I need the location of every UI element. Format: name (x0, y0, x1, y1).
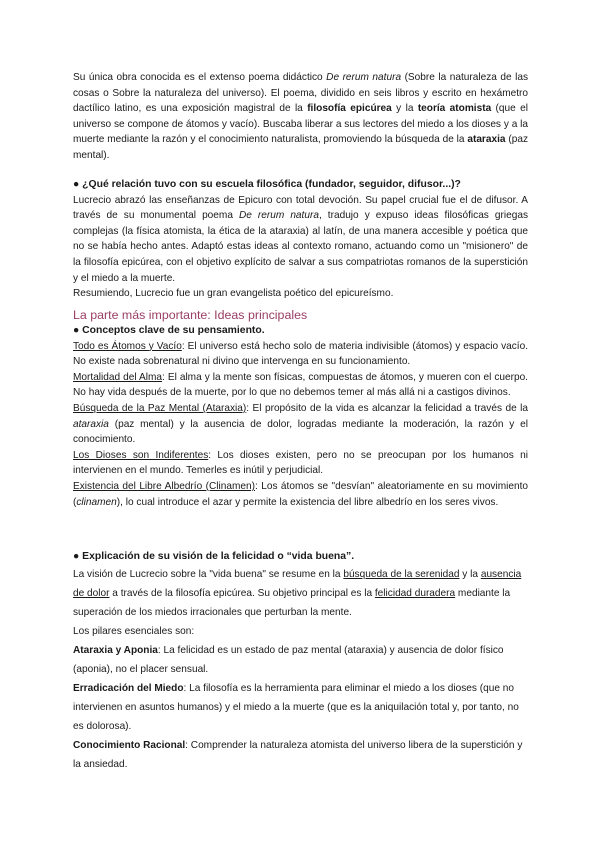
intro-text: (paz mental). (73, 134, 528, 161)
bold-term: filosofía epicúrea (307, 103, 392, 115)
pillar-label: Erradicación del Miedo (73, 682, 184, 694)
ideas-section (73, 307, 528, 510)
concept-item (73, 339, 528, 370)
intro-paragraph (73, 70, 528, 164)
concept-label: Los Dioses son Indiferentes (73, 449, 209, 461)
happiness-paragraph (73, 565, 528, 622)
bold-term: teoría atomista (417, 103, 492, 115)
concept-item (73, 479, 528, 510)
concept-text: : El alma y la mente son físicas, compuestas de átomos, y mueren con el cuerpo. No hay vida después de la muerte, por lo que no debemos temer al más allá ni a castigos divinos. (73, 371, 528, 399)
concept-label: Existencia del Libre Albedrío (Clinamen) (73, 480, 255, 492)
concept-text: : Los dioses existen, pero no se preocupan por los humanos ni intervienen en el mundo. Temerles es inútil y perjudicial. (73, 449, 528, 477)
underlined-term: felicidad duradera (374, 587, 456, 599)
intro-text: (que el universo se compone de átomos y vacío). Buscaba liberar a sus lectores del miedo a los dioses y a la muerte mediante la razón y el conocimiento naturalista, promoviendo la búsqueda de la (73, 103, 528, 146)
happiness-text: y la (459, 568, 481, 580)
concept-italic: clinamen (76, 496, 117, 508)
relation-text: Lucrecio abrazó las enseñanzas de Epicuro con total devoción. Su papel crucial fue el de difusor. A través de su monumental poema (73, 194, 528, 222)
happiness-heading: ● Explicación de su visión de la felicidad o “vida buena”. (73, 551, 355, 562)
intro-text: (Sobre la naturaleza de las cosas o Sobre la naturaleza del universo). El poema, dividido en seis libros y escrito en hexámetro dactílico latino, es una exposición magistral de la (73, 72, 528, 115)
pillar-item (73, 679, 528, 736)
concepts-heading: ● Conceptos clave de su pensamiento. (73, 325, 265, 336)
concept-item (73, 370, 528, 401)
concept-label: Mortalidad del Alma (73, 371, 163, 383)
pillars-intro: Los pilares esenciales son: (73, 625, 195, 637)
relation-summary: Resumiendo, Lucrecio fue un gran evangelista poético del epicureísmo. (73, 288, 394, 300)
bold-term: ataraxia (467, 134, 506, 146)
poem-title: De rerum natura (326, 72, 402, 83)
relation-text: , tradujo y expuso ideas filosóficas griegas complejas (la física atomista, la ética de la ataraxia) al latín, de una manera accesible y poética que no se había hecho antes. Adaptó estas ideas al contexto romano, actuando como un "misionero" de la filosofía epicúrea, con el objetivo explícito de salvar a sus compatriotas romanos de la superstición y el miedo a la muerte. (73, 210, 528, 284)
relation-section (73, 177, 528, 302)
pillar-item (73, 641, 528, 679)
pillar-label: Ataraxia y Aponia (73, 644, 158, 656)
pillar-text: : Comprender la naturaleza atomista del universo libera de la superstición y la ansiedad. (73, 739, 523, 770)
concept-text: (paz mental) y la ausencia de dolor, logradas mediante la moderación, la razón y el conocimiento. (73, 418, 528, 446)
concept-item (73, 401, 528, 448)
poem-title: De rerum natura (238, 210, 319, 222)
section-title: La parte más importante: Ideas principales (73, 308, 308, 322)
happiness-section (73, 549, 528, 774)
happiness-text: mediante la superación de los miedos irracionales que perturban la mente. (73, 587, 511, 618)
pillar-text: : La filosofía es la herramienta para eliminar el miedo a los dioses (que no intervienen en asuntos humanos) y el miedo a la muerte (que es la aniquilación total y, por tanto, no es dolorosa). (73, 682, 519, 732)
happiness-text: a través de la filosofía epicúrea. Su objetivo principal es la (109, 587, 375, 599)
pillar-text: : La felicidad es un estado de paz mental (ataraxia) y ausencia de dolor físico (aponia), no el placer sensual. (73, 644, 504, 675)
concept-italic: ataraxia (73, 418, 109, 430)
concept-item (73, 448, 528, 479)
intro-text: Su única obra conocida es el extenso poema didáctico (73, 72, 327, 83)
underlined-term: ausencia de dolor (73, 568, 522, 599)
concept-label: Todo es Átomos y Vacío (73, 340, 182, 352)
concept-text: : Los átomos se "desvían" aleatoriamente en su movimiento ( (73, 480, 528, 508)
pillar-item (73, 736, 528, 774)
underlined-term: búsqueda de la serenidad (343, 568, 460, 580)
relation-heading: ● ¿Qué relación tuvo con su escuela filosófica (fundador, seguidor, difusor...)? (73, 179, 461, 190)
concept-text: ), lo cual introduce el azar y permite la existencia del libre albedrío en los seres vivos. (116, 496, 499, 508)
concept-label: Búsqueda de la Paz Mental (Ataraxia) (73, 402, 247, 414)
happiness-text: La visión de Lucrecio sobre la "vida buena" se resume en la (73, 568, 344, 580)
relation-paragraph (73, 193, 528, 287)
concept-text: : El universo está hecho solo de materia indivisible (átomos) y espacio vacío. No existe nada sobrenatural ni divino que intervenga en su funcionamiento. (73, 340, 528, 368)
pillar-label: Conocimiento Racional (73, 739, 186, 751)
intro-text: y la (391, 103, 418, 115)
concept-text: : El propósito de la vida es alcanzar la felicidad a través de la (246, 402, 529, 414)
